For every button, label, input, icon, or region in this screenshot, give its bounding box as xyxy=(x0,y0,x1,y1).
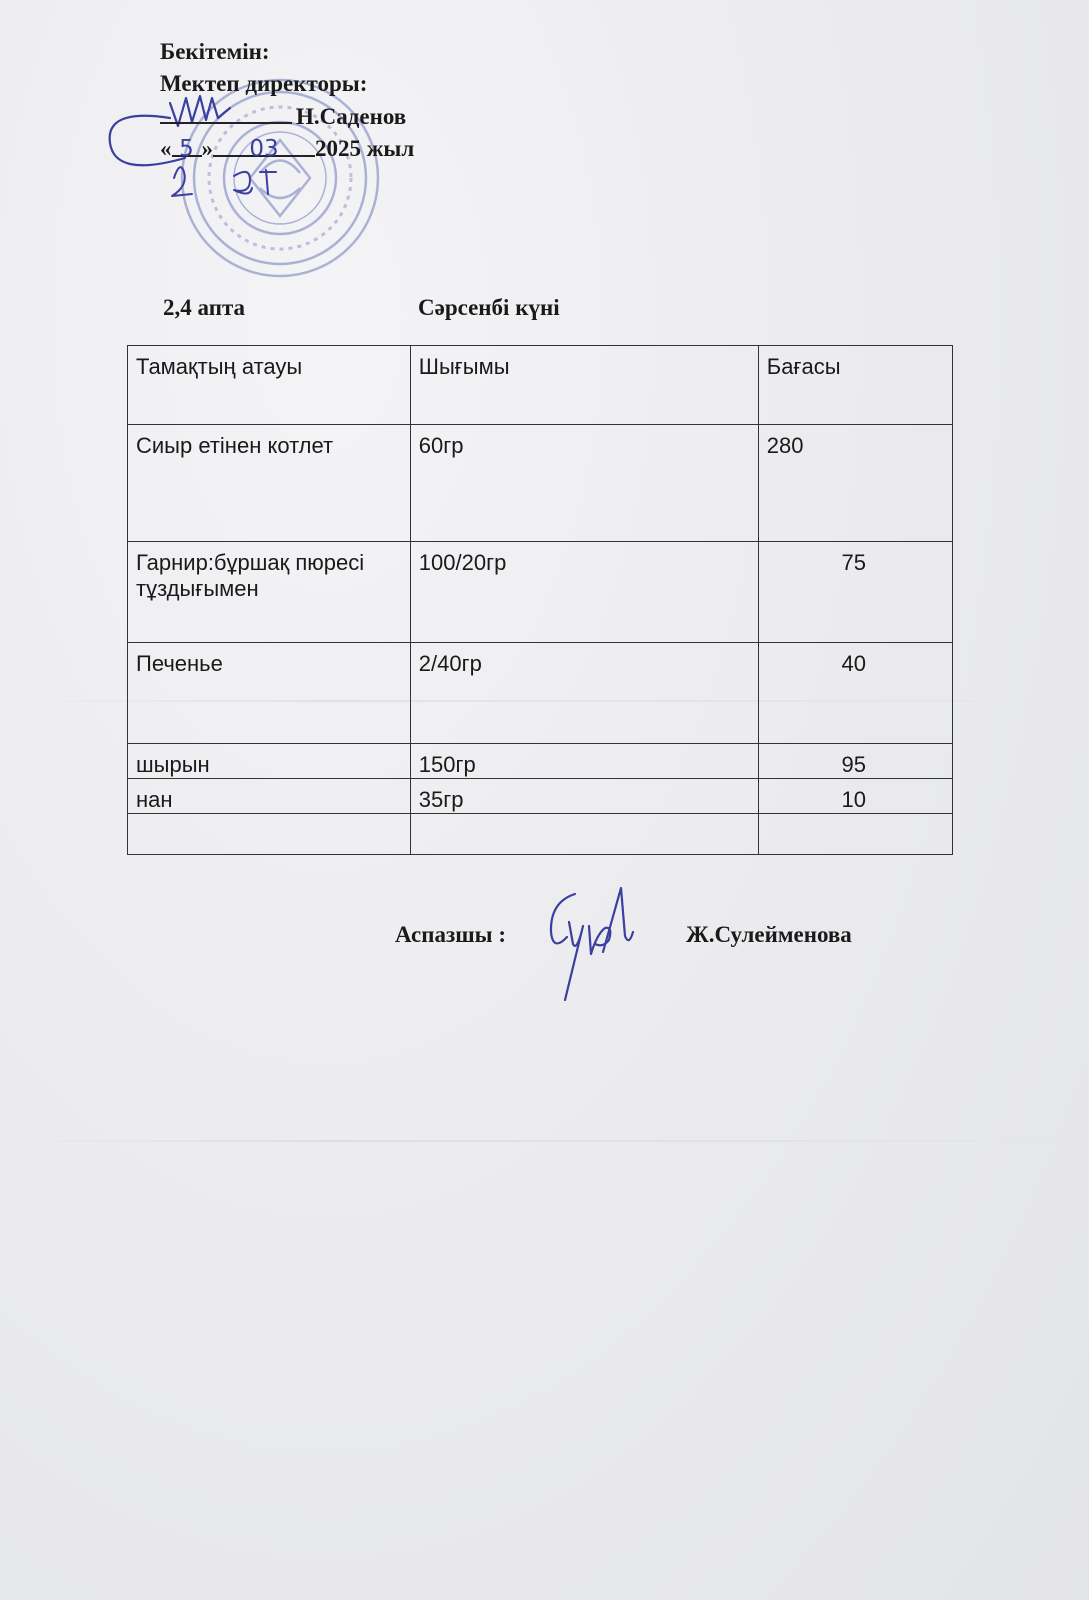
cell-empty xyxy=(128,814,411,855)
approval-date xyxy=(160,133,414,165)
cell-dish-name: нан xyxy=(128,779,411,814)
approval-position: Мектеп директоры: xyxy=(160,71,368,96)
cell-empty xyxy=(758,814,952,855)
date-quote-close: » xyxy=(201,136,213,161)
cell-price: 75 xyxy=(758,542,952,643)
cook-name: Ж.Сулейменова xyxy=(686,922,852,947)
cell-portion: 60гр xyxy=(410,425,758,542)
date-month: 03 xyxy=(213,133,315,157)
header-price: Бағасы xyxy=(758,346,952,425)
header-dish-name: Тамақтың атауы xyxy=(128,346,411,425)
date-day: 5 xyxy=(172,133,202,157)
approval-title: Бекітемін: xyxy=(160,39,270,64)
cook-signature xyxy=(545,882,635,1007)
table-header-row xyxy=(128,346,953,425)
cell-dish-name: Гарнир:бұршақ пюресі тұздығымен xyxy=(128,542,411,643)
signature-line xyxy=(160,100,292,124)
table-row xyxy=(128,542,953,643)
date-year: 2025 жыл xyxy=(315,136,415,161)
cell-price: 10 xyxy=(758,779,952,814)
cell-price: 95 xyxy=(758,744,952,779)
cell-price: 280 xyxy=(758,425,952,542)
day-label: Сәрсенбі күні xyxy=(418,295,560,320)
week-label: 2,4 апта xyxy=(163,295,246,320)
cell-dish-name: шырын xyxy=(128,744,411,779)
table-row xyxy=(128,643,953,744)
approval-director-line xyxy=(160,100,414,133)
cell-dish-name: Сиыр етінен котлет xyxy=(128,425,411,542)
table-row xyxy=(128,425,953,542)
date-quote-open: « xyxy=(160,136,172,161)
cell-price: 40 xyxy=(758,643,952,744)
cell-portion: 100/20гр xyxy=(410,542,758,643)
paper-crease xyxy=(0,1140,1089,1142)
cook-label: Аспазшы : xyxy=(395,922,507,947)
cell-portion: 2/40гр xyxy=(410,643,758,744)
header-portion: Шығымы xyxy=(410,346,758,425)
approval-block xyxy=(160,36,414,165)
table-row xyxy=(128,744,953,779)
cell-portion: 150гр xyxy=(410,744,758,779)
table-row-empty xyxy=(128,814,953,855)
cell-portion: 35гр xyxy=(410,779,758,814)
menu-table xyxy=(127,345,953,855)
cell-empty xyxy=(410,814,758,855)
cell-dish-name: Печенье xyxy=(128,643,411,744)
director-name: Н.Саденов xyxy=(296,104,407,129)
table-row xyxy=(128,779,953,814)
